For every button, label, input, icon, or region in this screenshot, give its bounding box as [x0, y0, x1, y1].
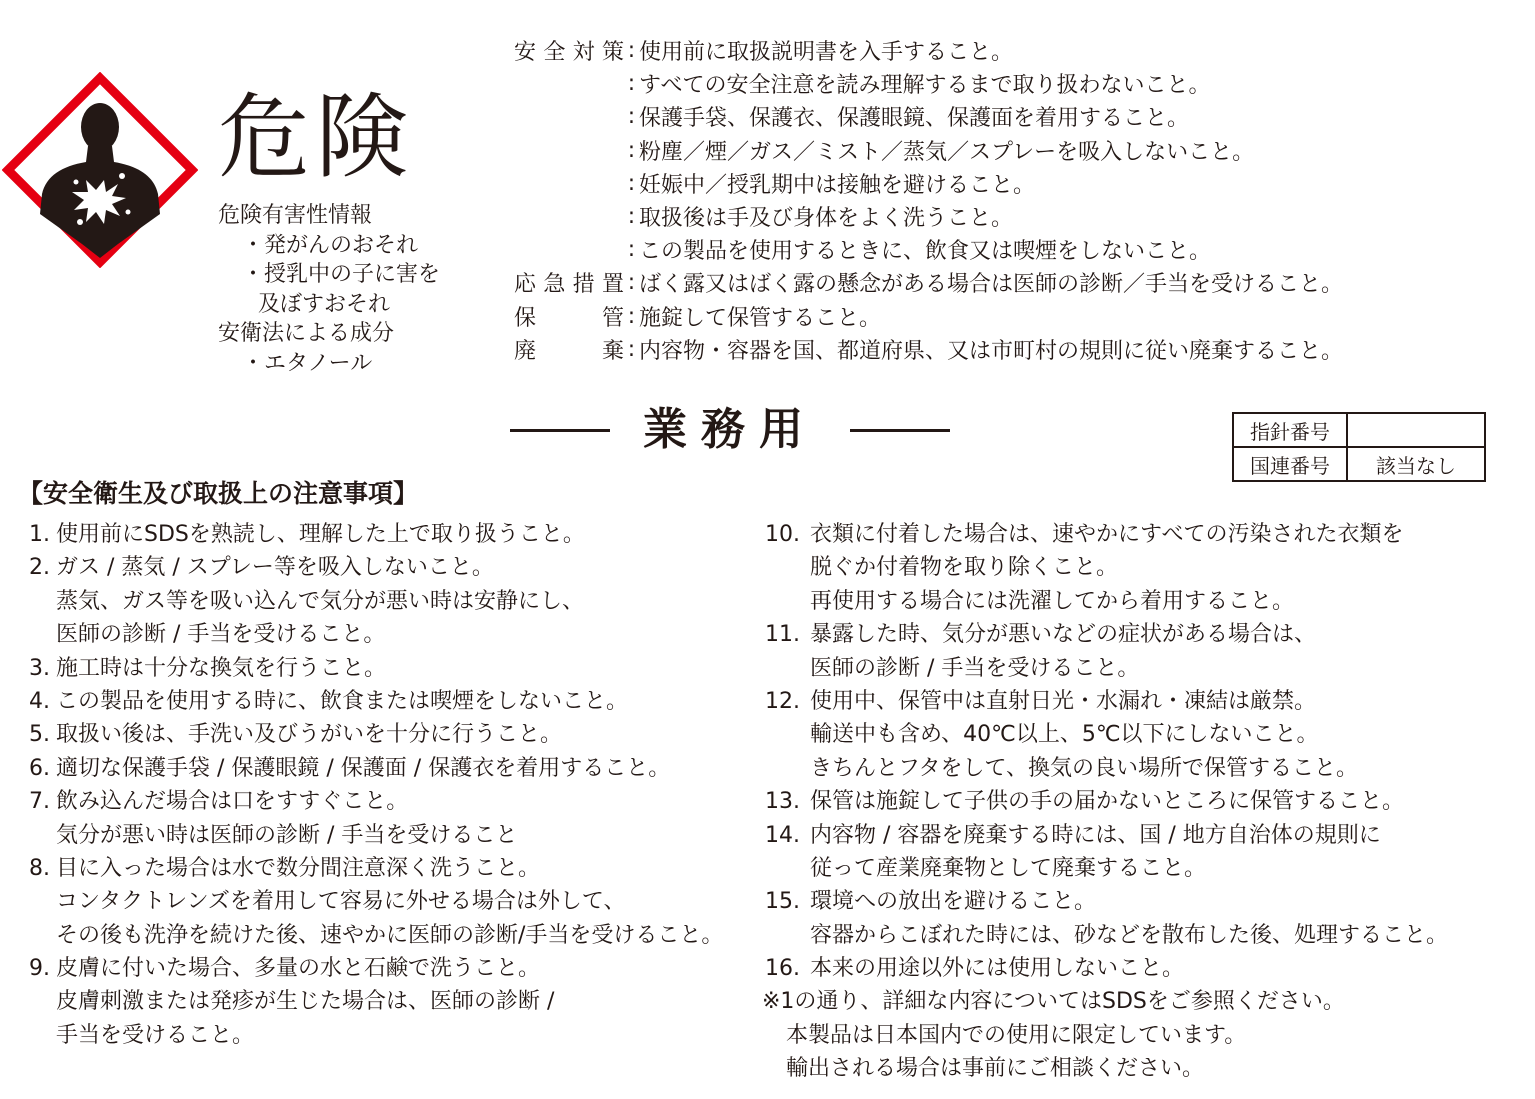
item-text: 本来の用途以外には使用しないこと。 — [810, 956, 1185, 982]
precaution-row: : 粉塵／煙／ガス／ミスト／蒸気／スプレーを吸入しないこと。 — [514, 134, 1343, 167]
precaution-row: : すべての安全注意を読み理解するまで取り扱わないこと。 — [514, 67, 1343, 100]
item-text: 手当を受けること。 — [56, 1022, 255, 1048]
table-row — [1233, 447, 1485, 481]
item-text: 使用前にSDSを熟読し、理解した上で取り扱うこと。 — [56, 522, 585, 547]
item-number: 15. — [765, 889, 800, 915]
item-number: 7. — [29, 789, 50, 815]
item-number: 5. — [29, 722, 50, 748]
item-text: 輸送中も含め、40℃以上、5℃以下にしないこと。 — [810, 722, 1319, 748]
item-number: 2. — [29, 555, 50, 581]
precaution-label: 応急措置 — [514, 272, 624, 298]
identification-table — [1232, 412, 1486, 482]
divider — [510, 429, 610, 432]
note-text: 輸出される場合は事前にご相談ください。 — [786, 1056, 1205, 1082]
item-text: 取扱い後は、手洗い及びうがいを十分に行うこと。 — [56, 722, 563, 748]
precaution-row: : 取扱後は手及び身体をよく洗うこと。 — [514, 200, 1343, 233]
item-text: 内容物 / 容器を廃棄する時には、国 / 地方自治体の規則に — [810, 822, 1381, 848]
precaution-row: : 保護手袋、保護衣、保護眼鏡、保護面を着用すること。 — [514, 100, 1343, 133]
item-text: 衣類に付着した場合は、速やかにすべての汚染された衣類を — [810, 522, 1404, 547]
item-text: 暴露した時、気分が悪いなどの症状がある場合は、 — [810, 622, 1317, 648]
item-text: 気分が悪い時は医師の診断 / 手当を受けること — [56, 822, 518, 848]
item-text: 使用中、保管中は直射日光・水漏れ・凍結は厳禁。 — [810, 688, 1317, 714]
precaution-text: 使用前に取扱説明書を入手すること。 — [639, 40, 1014, 66]
item-number: 4. — [29, 688, 50, 714]
item-text: 環境への放出を避けること。 — [810, 889, 1097, 915]
item-number: 13. — [765, 789, 800, 815]
precaution-row: 応急措置 : ばく露又はばく露の懸念がある場合は医師の診断／手当を受けること。 — [514, 266, 1343, 299]
item-text: 適切な保護手袋 / 保護眼鏡 / 保護面 / 保護衣を着用すること。 — [56, 755, 671, 781]
item-text: 医師の診断 / 手当を受けること。 — [810, 655, 1140, 681]
item-number: 8. — [29, 855, 50, 881]
item-text: 目に入った場合は水で数分間注意深く洗うこと。 — [56, 855, 541, 881]
precaution-text: ばく露又はばく露の懸念がある場合は医師の診断／手当を受けること。 — [639, 272, 1344, 298]
item-text: 保管は施錠して子供の手の届かないところに保管すること。 — [810, 789, 1405, 815]
precaution-text: 保護手袋、保護衣、保護眼鏡、保護面を着用すること。 — [639, 106, 1190, 132]
signal-word: 危険 — [218, 84, 415, 191]
item-text: 皮膚に付いた場合、多量の水と石鹸で洗うこと。 — [56, 956, 541, 982]
section-title: 【安全衛生及び取扱上の注意事項】 — [18, 479, 419, 508]
item-text: 従って産業廃棄物として廃棄すること。 — [810, 855, 1207, 881]
item-text: 施工時は十分な換気を行うこと。 — [56, 655, 387, 681]
item-text: 医師の診断 / 手当を受けること。 — [56, 622, 386, 648]
precaution-text: 妊娠中／授乳期中は接触を避けること。 — [639, 172, 1036, 198]
business-use-banner — [510, 402, 950, 458]
item-number: 3. — [29, 655, 50, 681]
item-text: 容器からこぼれた時には、砂などを散布した後、処理すること。 — [810, 922, 1449, 948]
item-text: ガス / 蒸気 / スプレー等を吸入しないこと。 — [56, 555, 494, 581]
precaution-row: : この製品を使用するときに、飲食又は喫煙をしないこと。 — [514, 233, 1343, 266]
item-number: 14. — [765, 822, 800, 848]
precaution-label: 保管 — [514, 305, 624, 331]
item-text: 飲み込んだ場合は口をすすぐこと。 — [56, 789, 409, 815]
item-text: 蒸気、ガス等を吸い込んで気分が悪い時は安静にし、 — [56, 588, 585, 614]
health-hazard-icon — [2, 72, 198, 268]
precaution-label: 安全対策 — [514, 40, 624, 66]
table-value: 該当なし — [1347, 447, 1485, 481]
precaution-row: 安全対策 : 使用前に取扱説明書を入手すること。 — [514, 34, 1343, 67]
item-number: 16. — [765, 956, 800, 982]
item-number: 12. — [765, 688, 800, 714]
item-text: 再使用する場合には洗濯してから着用すること。 — [810, 588, 1295, 614]
item-number: 10. — [765, 522, 800, 547]
item-text: 皮膚刺激または発疹が生じた場合は、医師の診断 / — [56, 989, 555, 1015]
item-text: この製品を使用する時に、飲食または喫煙をしないこと。 — [56, 688, 629, 714]
precaution-text: この製品を使用するときに、飲食又は喫煙をしないこと。 — [639, 239, 1212, 265]
precaution-row: : 妊娠中／授乳期中は接触を避けること。 — [514, 167, 1343, 200]
precaution-text: 取扱後は手及び身体をよく洗うこと。 — [639, 206, 1014, 232]
law-heading: 安衛法による成分 — [218, 321, 395, 347]
hazard-item: ・発がんのおそれ — [242, 232, 419, 258]
table-key: 指針番号 — [1233, 413, 1347, 447]
hazard-item: ・授乳中の子に害を — [242, 262, 441, 288]
precaution-text: 施錠して保管すること。 — [639, 305, 882, 331]
item-number: 6. — [29, 755, 50, 781]
precaution-label: 廃棄 — [514, 338, 624, 364]
note-text: ※1の通り、詳細な内容についてはSDSをご参照ください。 — [762, 989, 1345, 1015]
table-value — [1347, 413, 1485, 447]
precaution-row: 保管 : 施錠して保管すること。 — [514, 300, 1343, 333]
table-row — [1233, 413, 1485, 447]
precaution-text: すべての安全注意を読み理解するまで取り扱わないこと。 — [639, 73, 1211, 99]
item-number: 1. — [29, 522, 50, 547]
precaution-text: 内容物・容器を国、都道府県、又は市町村の規則に従い廃棄すること。 — [639, 338, 1344, 364]
note-text: 本製品は日本国内での使用に限定しています。 — [786, 1022, 1247, 1048]
item-text: その後も洗浄を続けた後、速やかに医師の診断/手当を受けること。 — [56, 922, 724, 948]
precaution-text: 粉塵／煙／ガス／ミスト／蒸気／スプレーを吸入しないこと。 — [639, 139, 1255, 165]
precaution-statements — [514, 34, 1343, 366]
business-use-label: 業務用 — [643, 404, 817, 455]
item-text: 脱ぐか付着物を取り除くこと。 — [810, 555, 1119, 581]
hazard-heading: 危険有害性情報 — [218, 203, 373, 228]
item-text: コンタクトレンズを着用して容易に外せる場合は外して、 — [56, 889, 626, 915]
hazard-item: 及ぼすおそれ — [258, 291, 391, 317]
divider — [850, 429, 950, 432]
precaution-row: 廃棄 : 内容物・容器を国、都道府県、又は市町村の規則に従い廃棄すること。 — [514, 333, 1343, 366]
table-key: 国連番号 — [1233, 447, 1347, 481]
item-text: きちんとフタをして、換気の良い場所で保管すること。 — [810, 755, 1359, 781]
item-number: 9. — [29, 956, 50, 982]
item-number: 11. — [765, 622, 800, 648]
hazard-info — [218, 201, 440, 379]
ingredient-item: ・エタノール — [242, 350, 373, 376]
